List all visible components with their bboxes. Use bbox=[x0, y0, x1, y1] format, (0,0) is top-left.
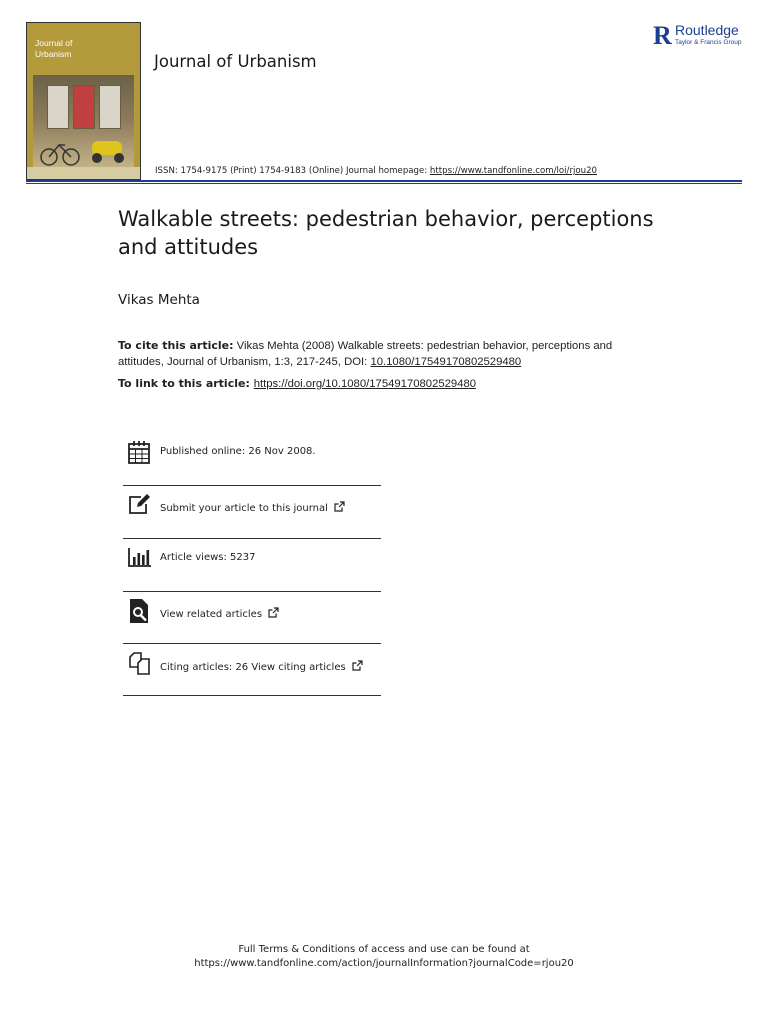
publisher-logo bbox=[653, 22, 745, 50]
article-views-text: Article views: 5237 bbox=[160, 552, 256, 563]
cover-window bbox=[73, 85, 95, 129]
external-link-icon bbox=[334, 501, 345, 512]
info-item-views bbox=[123, 544, 381, 574]
article-title: Walkable streets: pedestrian behavior, perceptions and attitudes bbox=[118, 207, 654, 259]
doi-link[interactable]: 10.1080/17549170802529480 bbox=[370, 355, 522, 368]
cite-text: Vikas Mehta (2008) Walkable streets: pedestrian behavior, perceptions and attitudes, Journal of Urbanism, 1:3, 217-245, DOI: bbox=[118, 340, 613, 368]
citing-documents-icon bbox=[127, 650, 153, 676]
info-divider bbox=[123, 538, 381, 539]
cite-label: To cite this article: bbox=[118, 339, 234, 352]
publisher-name: Routledge bbox=[675, 22, 739, 38]
published-online-text: Published online: 26 Nov 2008. bbox=[160, 446, 316, 457]
search-document-icon bbox=[127, 598, 153, 624]
header-divider-thin bbox=[26, 183, 742, 184]
terms-line: Full Terms & Conditions of access and use can be found at bbox=[238, 944, 530, 955]
info-item-submit[interactable] bbox=[123, 492, 381, 522]
bar-chart-icon bbox=[127, 544, 153, 570]
related-articles-link[interactable]: View related articles bbox=[160, 607, 279, 620]
terms-footer bbox=[0, 943, 768, 971]
cover-title: Journal of Urbanism bbox=[35, 38, 73, 59]
info-divider bbox=[123, 643, 381, 644]
issn-line: ISSN: 1754-9175 (Print) 1754-9183 (Online) Journal homepage: https://www.tandfonline.com/loi/rjou20 bbox=[155, 166, 598, 176]
cover-subtitle-lines bbox=[35, 61, 135, 65]
article-link-line bbox=[118, 377, 476, 390]
header-divider bbox=[26, 180, 742, 182]
journal-cover-image bbox=[26, 22, 141, 180]
external-link-icon bbox=[268, 607, 279, 618]
terms-url-link[interactable]: https://www.tandfonline.com/action/journalInformation?journalCode=rjou20 bbox=[194, 958, 574, 969]
info-divider bbox=[123, 591, 381, 592]
cover-window bbox=[99, 85, 121, 129]
journal-homepage-link[interactable]: https://www.tandfonline.com/loi/rjou20 bbox=[429, 166, 598, 176]
info-item-citing[interactable] bbox=[123, 650, 381, 680]
edit-icon bbox=[127, 492, 153, 518]
citing-articles-link[interactable]: Citing articles: 26 View citing articles bbox=[160, 660, 363, 673]
cover-photo bbox=[33, 75, 134, 173]
info-item-related[interactable] bbox=[123, 598, 381, 628]
info-item-published bbox=[123, 438, 381, 468]
journal-title: Journal of Urbanism bbox=[154, 52, 317, 71]
article-doi-url-link[interactable]: https://doi.org/10.1080/17549170802529480 bbox=[253, 378, 477, 390]
citation-block bbox=[118, 338, 648, 370]
submit-article-link[interactable]: Submit your article to this journal bbox=[160, 501, 345, 514]
info-divider bbox=[123, 695, 381, 696]
publisher-subtitle: Taylor & Francis Group bbox=[675, 39, 742, 46]
link-label: To link to this article: bbox=[118, 377, 254, 390]
cover-bicycle-scooter bbox=[37, 135, 132, 171]
cover-footer-bar bbox=[27, 167, 140, 179]
routledge-r-icon: R bbox=[653, 21, 672, 50]
article-author: Vikas Mehta bbox=[118, 292, 200, 308]
cover-window bbox=[47, 85, 69, 129]
external-link-icon bbox=[352, 660, 363, 671]
calendar-icon bbox=[127, 440, 153, 466]
info-divider bbox=[123, 485, 381, 486]
